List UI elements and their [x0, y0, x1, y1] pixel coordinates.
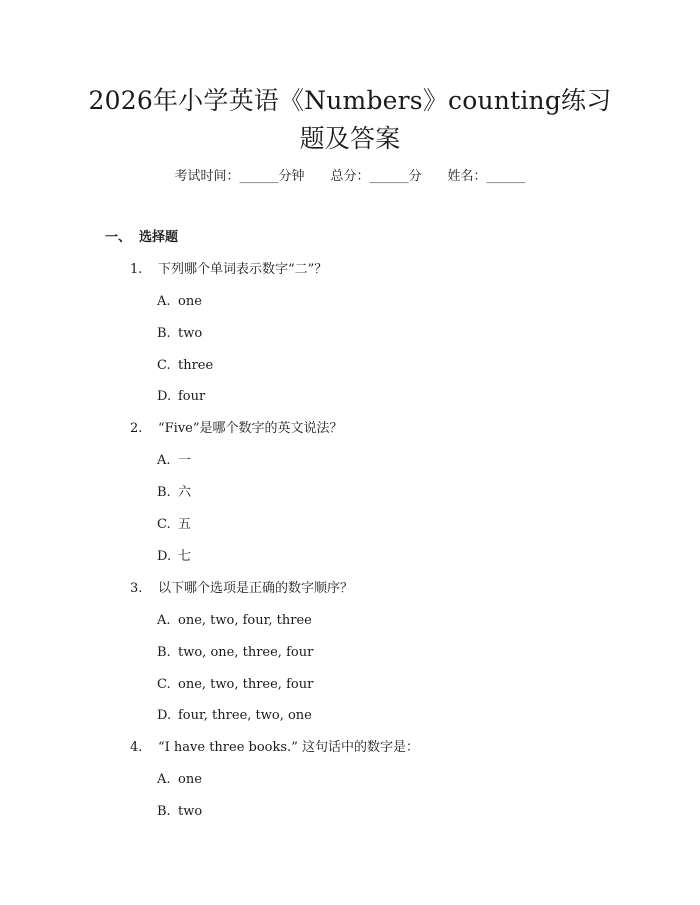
option-letter: B. — [157, 485, 171, 500]
answer-option — [157, 452, 191, 470]
option-letter: D. — [157, 708, 172, 723]
option-letter: B. — [157, 804, 171, 819]
option-letter: A. — [157, 294, 171, 309]
option-letter: A. — [157, 613, 171, 628]
question-item — [130, 261, 327, 279]
question-number: 4. — [130, 740, 143, 755]
option-letter: B. — [157, 645, 171, 660]
option-text: three — [178, 358, 214, 373]
answer-option — [157, 707, 312, 725]
option-text: one — [178, 772, 202, 787]
question-item — [130, 580, 353, 598]
section-number: 一、 — [105, 230, 132, 245]
question-number: 3. — [130, 581, 143, 596]
exam-info-line — [0, 168, 700, 186]
option-text: 五 — [178, 517, 192, 532]
exam-time-field: 考试时间：______分钟 — [174, 169, 305, 184]
answer-option — [157, 484, 191, 502]
option-letter: B. — [157, 326, 171, 341]
answer-option — [157, 548, 191, 566]
option-text: one — [178, 294, 202, 309]
answer-option — [157, 612, 312, 630]
student-name-field: 姓名：______ — [447, 169, 526, 184]
option-text: one, two, three, four — [178, 677, 314, 692]
total-score-field: 总分：______分 — [330, 169, 422, 184]
answer-option — [157, 293, 202, 311]
answer-option — [157, 357, 213, 375]
question-text: “I have three books.” 这句话中的数字是： — [158, 740, 419, 755]
question-text: 下列哪个单词表示数字“二”？ — [158, 262, 328, 277]
option-text: 一 — [178, 453, 192, 468]
answer-option — [157, 388, 205, 406]
title-line-1: 2026年小学英语《Numbers》counting练习 — [88, 86, 612, 115]
option-text: one, two, four, three — [178, 613, 312, 628]
title-line-2: 题及答案 — [299, 124, 401, 153]
answer-option — [157, 516, 191, 534]
question-text: 以下哪个选项是正确的数字顺序？ — [158, 581, 354, 596]
question-text: “Five”是哪个数字的英文说法？ — [158, 421, 343, 436]
option-letter: C. — [157, 517, 171, 532]
option-letter: C. — [157, 358, 171, 373]
option-text: two — [178, 326, 203, 341]
option-letter: D. — [157, 389, 172, 404]
option-letter: C. — [157, 677, 171, 692]
question-number: 2. — [130, 421, 143, 436]
option-text: two, one, three, four — [178, 645, 314, 660]
section-title: 选择题 — [139, 230, 179, 245]
answer-option — [157, 644, 313, 662]
option-text: two — [178, 804, 203, 819]
question-item — [130, 739, 419, 757]
question-number: 1. — [130, 262, 143, 277]
section-heading — [105, 229, 178, 247]
option-letter: A. — [157, 772, 171, 787]
answer-option — [157, 803, 202, 821]
answer-option — [157, 676, 313, 694]
option-letter: A. — [157, 453, 171, 468]
option-letter: D. — [157, 549, 172, 564]
answer-option — [157, 771, 202, 789]
option-text: four, three, two, one — [178, 708, 312, 723]
document-title — [80, 82, 620, 158]
answer-option — [157, 325, 202, 343]
option-text: 七 — [178, 549, 192, 564]
question-item — [130, 420, 343, 438]
option-text: 六 — [178, 485, 192, 500]
option-text: four — [178, 389, 206, 404]
